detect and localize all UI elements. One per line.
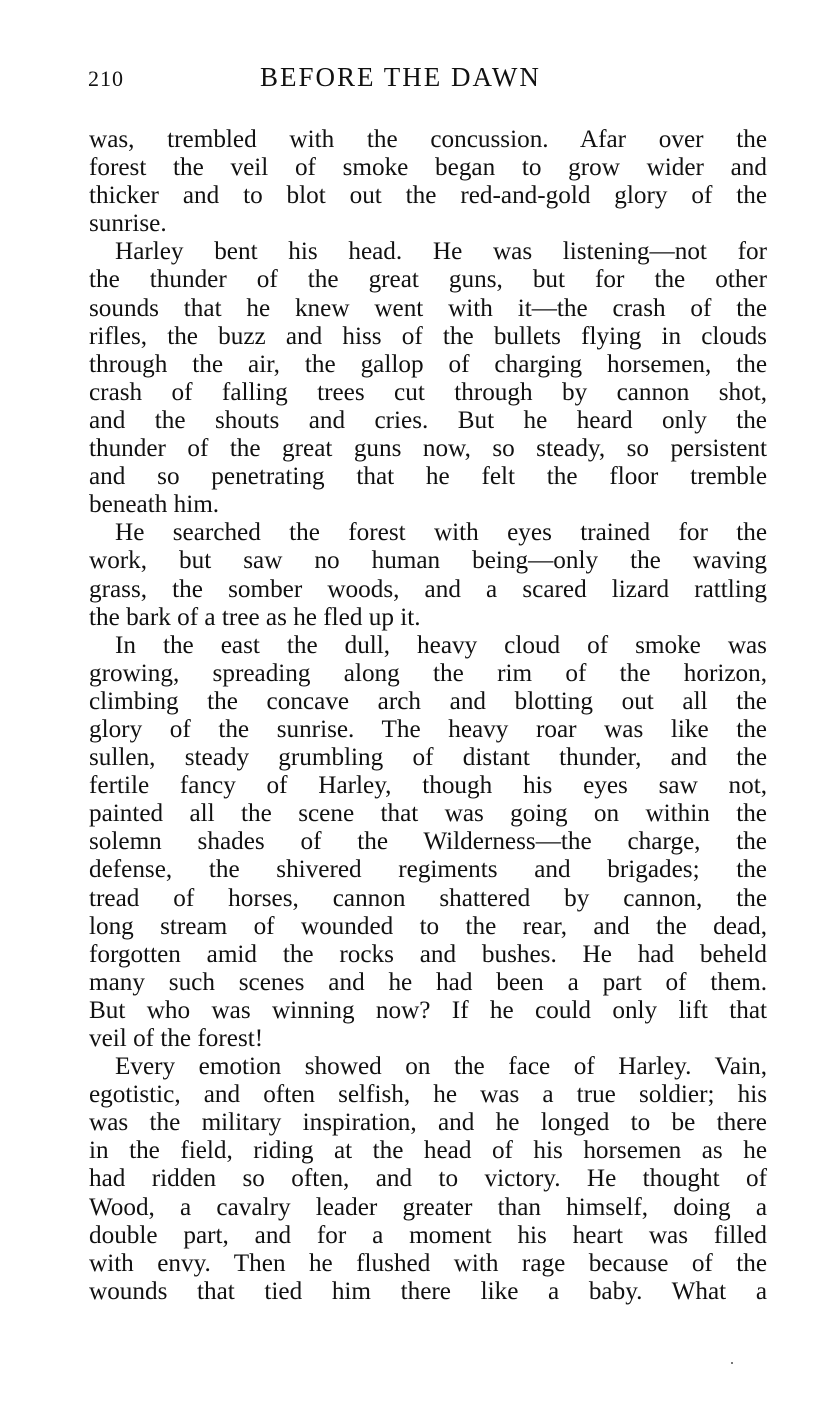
text-line: forest the veil of smoke began to grow wider and bbox=[89, 154, 767, 182]
text-line: was the military inspiration, and he longed to be there bbox=[89, 1109, 767, 1137]
text-line: Harley bent his head. He was listening—not for bbox=[115, 238, 767, 266]
text-line: climbing the concave arch and blotting out all the bbox=[89, 687, 767, 715]
paragraph bbox=[89, 519, 767, 631]
text-line: long stream of wounded to the rear, and the dead, bbox=[89, 912, 767, 940]
text-line: sullen, steady grumbling of distant thunder, and the bbox=[89, 744, 767, 772]
text-line: work, but saw no human being—only the waving bbox=[89, 547, 767, 575]
text-line: was, trembled with the concussion. Afar over the bbox=[89, 126, 767, 153]
text-line: sounds that he knew went with it—the crash of the bbox=[89, 294, 767, 322]
text-line: tread of horses, cannon shattered by cannon, the bbox=[89, 884, 767, 912]
text-line: grass, the somber woods, and a scared lizard rattling bbox=[89, 575, 767, 603]
page-number: 210 bbox=[88, 66, 124, 91]
text-line: egotistic, and often selfish, he was a true soldier; his bbox=[89, 1081, 767, 1109]
text-line: beneath him. bbox=[89, 491, 220, 519]
text-line: solemn shades of the Wilderness—the charge, the bbox=[89, 828, 767, 856]
text-line: fertile fancy of Harley, though his eyes saw not, bbox=[89, 772, 767, 800]
text-line: But who was winning now? If he could only lift that bbox=[89, 996, 767, 1024]
text-line: in the field, riding at the head of his horsemen as he bbox=[89, 1137, 767, 1165]
text-line: rifles, the buzz and hiss of the bullets flying in clouds bbox=[89, 322, 767, 350]
text-line: sunrise. bbox=[89, 210, 167, 238]
body-text bbox=[89, 126, 767, 1306]
text-line: and so penetrating that he felt the floor tremble bbox=[89, 463, 767, 491]
paragraph bbox=[89, 1053, 767, 1306]
print-speck bbox=[731, 1362, 733, 1364]
text-line: In the east the dull, heavy cloud of smoke was bbox=[115, 631, 767, 659]
text-line: He searched the forest with eyes trained for the bbox=[115, 519, 767, 547]
text-line: painted all the scene that was going on within the bbox=[89, 800, 767, 828]
text-line: and the shouts and cries. But he heard only the bbox=[89, 406, 767, 434]
text-line: crash of falling trees cut through by cannon shot, bbox=[89, 378, 767, 406]
text-line: the thunder of the great guns, but for the other bbox=[89, 266, 767, 294]
text-line: veil of the forest! bbox=[89, 1025, 264, 1052]
text-line: growing, spreading along the rim of the horizon, bbox=[89, 659, 767, 687]
text-line: the bark of a tree as he fled up it. bbox=[89, 603, 421, 631]
text-line: with envy. Then he flushed with rage because of the bbox=[89, 1249, 767, 1277]
text-line: many such scenes and he had been a part of them. bbox=[89, 968, 767, 996]
text-line: had ridden so often, and to victory. He thought of bbox=[89, 1165, 767, 1193]
text-line: thunder of the great guns now, so steady, so persistent bbox=[89, 435, 767, 463]
text-line: thicker and to blot out the red-and-gold glory of the bbox=[89, 182, 767, 210]
text-line: Every emotion showed on the face of Harley. Vain, bbox=[115, 1053, 767, 1081]
paragraph bbox=[89, 238, 767, 519]
text-line: Wood, a cavalry leader greater than himself, doing a bbox=[89, 1193, 767, 1221]
text-line: wounds that tied him there like a baby. What a bbox=[89, 1277, 767, 1305]
paragraph bbox=[89, 126, 767, 238]
text-line: glory of the sunrise. The heavy roar was like the bbox=[89, 715, 767, 743]
text-line: defense, the shivered regiments and brigades; the bbox=[89, 856, 767, 884]
running-header bbox=[88, 62, 768, 100]
text-line: forgotten amid the rocks and bushes. He had beheld bbox=[89, 940, 767, 968]
running-title: BEFORE THE DAWN bbox=[260, 62, 541, 92]
paragraph bbox=[89, 632, 767, 1053]
text-line: through the air, the gallop of charging horsemen, the bbox=[89, 350, 767, 378]
text-line: double part, and for a moment his heart was filled bbox=[89, 1221, 767, 1249]
